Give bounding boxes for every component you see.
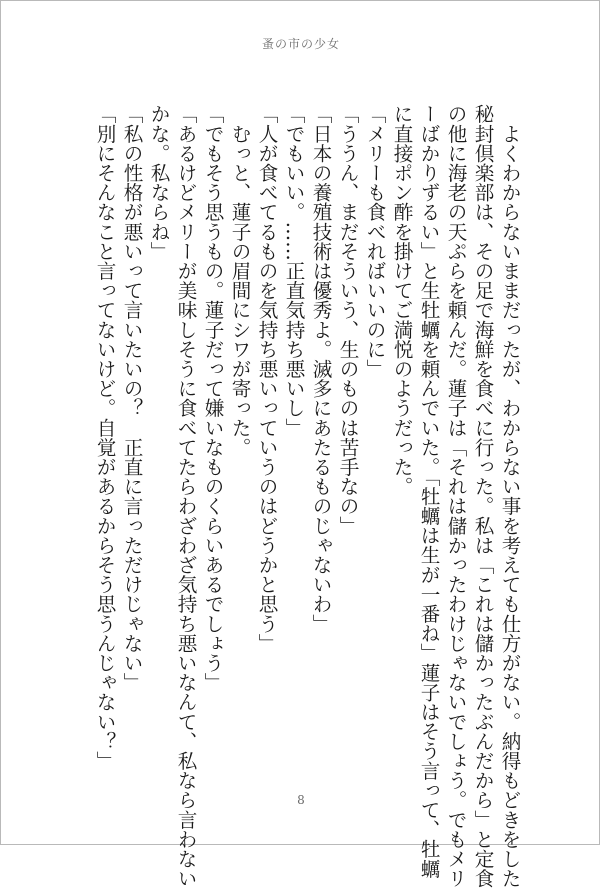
text-line: 「でもいい。……正直気持ち悪いし」 — [282, 104, 305, 438]
text-line: 「あるけどメリーが美味しそうに食べてたらわざわざ気持ち悪いなんて、私なら言わない — [174, 104, 197, 888]
text-line: 「ううん、まだそういう、生のものは苦手なの」 — [336, 104, 359, 536]
vertical-body-text — [91, 104, 523, 888]
text-line: に直接ポン酢を掛けてご満悦のようだった。 — [390, 104, 413, 496]
text-line: 「私の性格が悪いって言いたいの？ 正直に言っただけじゃない」 — [120, 104, 143, 692]
text-line: 「メリーも食べればいいのに」 — [363, 104, 386, 379]
text-line: の他に海老の天ぷらを頼んだ。蓮子は「それは儲かったわけじゃないでしょう。でもメリ — [444, 104, 467, 888]
text-line: よくわからないままだったが、わからない事を考えても仕方がない。納得もどきをした — [498, 104, 521, 888]
text-line: 秘封倶楽部は、その足で海鮮を食べに行った。私は「これは儲かったぶんだから」と定食 — [471, 104, 494, 888]
running-header-title: 蚤の市の少女 — [261, 37, 340, 51]
text-line: 「別にそんなこと言ってないけど。自覚があるからそう思うんじゃない？」 — [93, 104, 116, 771]
text-line: 「でもそう思うもの。蓮子だって嫌いなものくらいあるでしょう」 — [201, 104, 224, 692]
text-line: かな。私ならね」 — [147, 104, 170, 261]
text-line: ーばかりずるい」と生牡蠣を頼んでいた。「牡蠣は生が一番ね」蓮子はそう言って、牡蠣 — [417, 104, 440, 879]
text-line: 「日本の養殖技術は優秀よ。滅多にあたるものじゃないわ」 — [309, 104, 332, 634]
text-line: むっと、蓮子の眉間にシワが寄った。 — [228, 104, 251, 457]
text-line: 「人が食べてるものを気持ち悪いっていうのはどうかと思う」 — [255, 104, 278, 653]
page-number: 8 — [297, 793, 305, 807]
